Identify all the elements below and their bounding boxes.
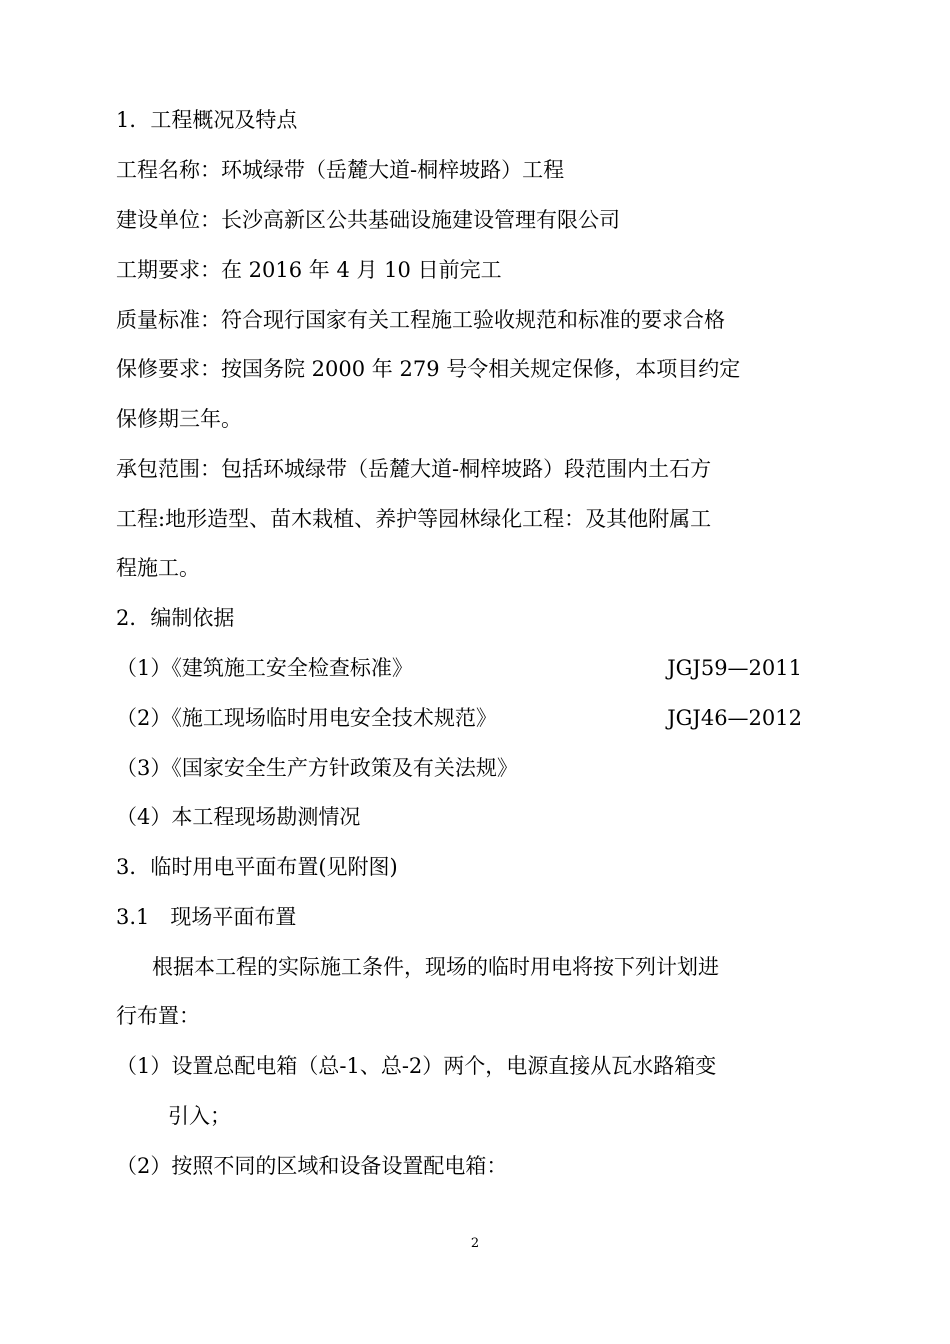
list-item-1-line-2: 引入； <box>168 1104 231 1128</box>
reference-label: （4）本工程现场勘测情况 <box>116 805 361 829</box>
scope-line-3: 程施工。 <box>116 556 200 580</box>
scope-line-1: 承包范围：包括环城绿带（岳麓大道-桐梓坡路）段范围内土石方 <box>116 457 712 481</box>
reference-label: （3）《国家安全生产方针政策及有关法规》 <box>116 756 518 780</box>
reference-item <box>116 753 802 783</box>
reference-code: JGJ59—2011 <box>667 656 802 680</box>
section-heading-layout: 3．临时用电平面布置(见附图) <box>116 855 398 879</box>
quality-line: 质量标准：符合现行国家有关工程施工验收规范和标准的要求合格 <box>116 308 725 332</box>
paragraph-line-1: 根据本工程的实际施工条件，现场的临时用电将按下列计划进 <box>152 955 719 979</box>
reference-item <box>116 703 802 733</box>
reference-item <box>116 653 802 683</box>
project-name-line: 工程名称：环城绿带（岳麓大道-桐梓坡路）工程 <box>116 158 565 182</box>
page-number: 2 <box>470 1236 480 1251</box>
paragraph-line-2: 行布置： <box>116 1004 200 1028</box>
warranty-line-2: 保修期三年。 <box>116 407 242 431</box>
warranty-line-1: 保修要求：按国务院 2000 年 279 号令相关规定保修，本项目约定 <box>116 357 741 381</box>
list-item-1-line-1: （1）设置总配电箱（总-1、总-2）两个，电源直接从瓦水路箱变 <box>116 1054 717 1078</box>
reference-label: （1）《建筑施工安全检查标准》 <box>116 656 413 680</box>
schedule-line: 工期要求：在 2016 年 4 月 10 日前完工 <box>116 258 502 282</box>
section-heading-overview: 1．工程概况及特点 <box>116 108 298 132</box>
reference-label: （2）《施工现场临时用电安全技术规范》 <box>116 706 497 730</box>
subsection-heading-site-layout: 3.1 现场平面布置 <box>116 905 297 929</box>
section-heading-basis: 2．编制依据 <box>116 606 235 630</box>
reference-code: JGJ46—2012 <box>667 706 802 730</box>
reference-item <box>116 802 802 832</box>
scope-line-2: 工程:地形造型、苗木栽植、养护等园林绿化工程：及其他附属工 <box>116 507 712 531</box>
owner-line: 建设单位：长沙高新区公共基础设施建设管理有限公司 <box>116 208 620 232</box>
list-item-2: （2）按照不同的区域和设备设置配电箱： <box>116 1154 508 1178</box>
